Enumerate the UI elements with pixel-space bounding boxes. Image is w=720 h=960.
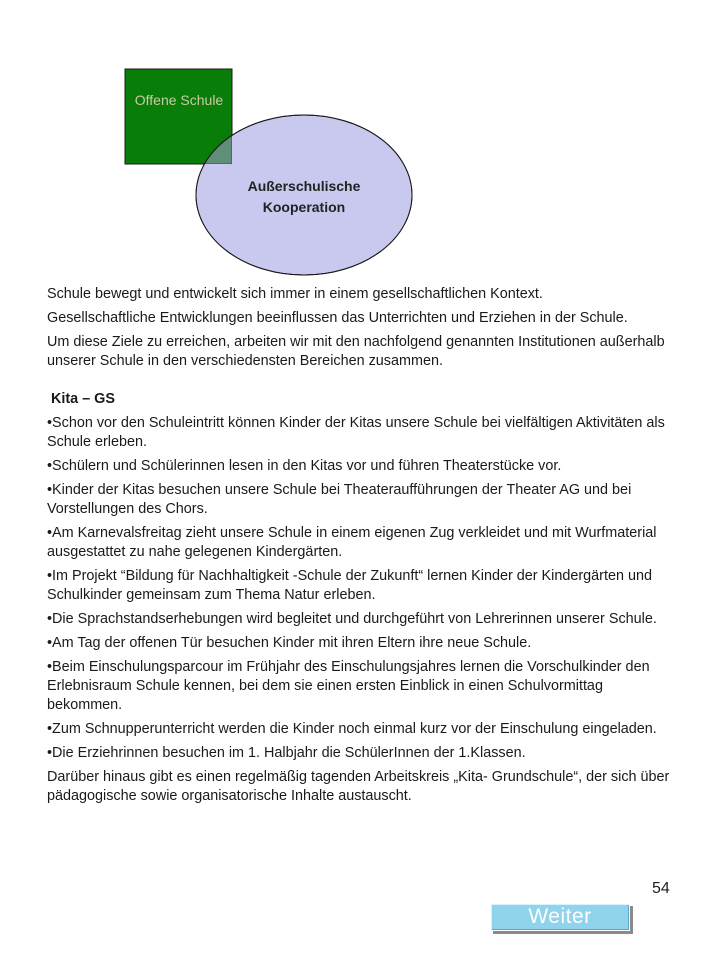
bullet-item: •Beim Einschulungsparcour im Frühjahr des Einschulungsjahres lernen die Vorschulkinder den Erlebnisraum Schule kennen, bei dem sie einen ersten Einblick in einen Schulvormittag bekommen.	[47, 659, 650, 713]
page-number: 54	[652, 880, 670, 897]
document-body	[47, 285, 677, 811]
intro-paragraph: Um diese Ziele zu erreichen, arbeiten wir mit den nachfolgend genannten Institutionen außerhalb unserer Schule in den verschiedensten Bereichen zusammen.	[47, 334, 665, 369]
bullet-item: •Die Sprachstandserhebungen wird begleitet und durchgeführt von Lehrerinnen unserer Schule.	[47, 611, 657, 627]
closing-paragraph: Darüber hinaus gibt es einen regelmäßig tagenden Arbeitskreis „Kita- Grundschule“, der sich über pädagogische sowie organisatorische Inhalte austauscht.	[47, 769, 670, 804]
bullet-item: •Am Tag der offenen Tür besuchen Kinder mit ihren Eltern ihre neue Schule.	[47, 635, 532, 651]
bullet-item: •Im Projekt “Bildung für Nachhaltigkeit -Schule der Zukunft“ lernen Kinder der Kindergärten und Schulkinder gemeinsam zum Thema Natur erleben.	[47, 568, 652, 603]
offene-schule-label: Offene Schule	[134, 92, 224, 108]
bullet-item: •Zum Schnupperunterricht werden die Kinder noch einmal kurz vor der Einschulung eingeladen.	[47, 721, 657, 737]
cooperation-diagram	[0, 0, 720, 280]
intro-paragraph: Schule bewegt und entwickelt sich immer in einem gesellschaftlichen Kontext.	[47, 286, 543, 302]
weiter-button[interactable]: Weiter	[490, 903, 630, 931]
section-heading: Kita – GS	[51, 391, 115, 407]
bullet-item: •Am Karnevalsfreitag zieht unsere Schule in einem eigenen Zug verkleidet und mit Wurfmaterial ausgestattet zu nahe gelegenen Kindergärten.	[47, 525, 657, 560]
intro-paragraph: Gesellschaftliche Entwicklungen beeinflussen das Unterrichten und Erziehen in der Schule.	[47, 310, 628, 326]
bullet-item: •Schon vor den Schuleintritt können Kinder der Kitas unsere Schule bei vielfältigen Aktivitäten als Schule erleben.	[47, 415, 665, 450]
bullet-item: •Die Erziehrinnen besuchen im 1. Halbjahr die SchülerInnen der 1.Klassen.	[47, 745, 526, 761]
bullet-item: •Schülern und Schülerinnen lesen in den Kitas vor und führen Theaterstücke vor.	[47, 458, 562, 474]
diagram-graphic	[0, 0, 720, 280]
kooperation-label: Außerschulische Kooperation	[247, 178, 361, 215]
bullet-item: •Kinder der Kitas besuchen unsere Schule bei Theateraufführungen der Theater AG und bei Vorstellungen des Chors.	[47, 482, 632, 517]
